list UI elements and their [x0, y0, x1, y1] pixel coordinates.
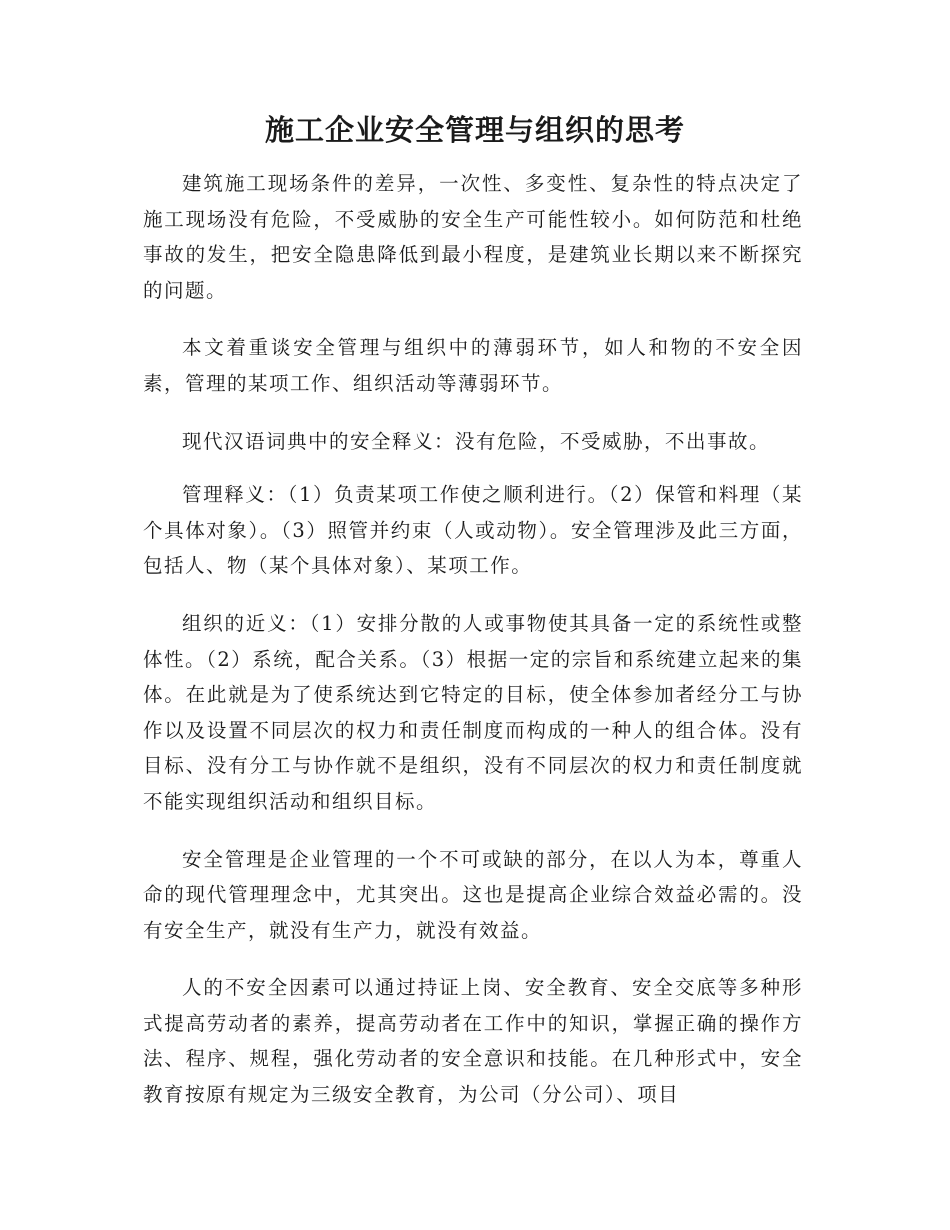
paragraph-7: 人的不安全因素可以通过持证上岗、安全教育、安全交底等多种形式提高劳动者的素养，提高劳动者在工作中的知识，掌握正确的操作方法、程序、规程，强化劳动者的安全意识和技能。在几种形式中，安全教育按原有规定为三级安全教育，为公司（分公司）、项目	[143, 976, 803, 1107]
paragraph-1: 建筑施工现场条件的差异，一次性、多变性、复杂性的特点决定了施工现场没有危险，不受威胁的安全生产可能性较小。如何防范和杜绝事故的发生，把安全隐患降低到最小程度，是建筑业长期以来不断探究的问题。	[143, 172, 803, 302]
document-body	[143, 166, 803, 1135]
paragraph-5: 组织的近义：（1）安排分散的人或事物使其具备一定的系统性或整体性。（2）系统，配合关系。（3）根据一定的宗旨和系统建立起来的集体。在此就是为了使系统达到它特定的目标，使全体参加者经分工与协作以及设置不同层次的权力和责任制度而构成的一种人的组合体。没有目标、没有分工与协作就不是组织，没有不同层次的权力和责任制度就不能实现组织活动和组织目标。	[143, 611, 803, 813]
paragraph-2: 本文着重谈安全管理与组织中的薄弱环节，如人和物的不安全因素，管理的某项工作、组织活动等薄弱环节。	[143, 336, 803, 395]
document-title: 施工企业安全管理与组织的思考	[264, 113, 685, 147]
paragraph-4: 管理释义：（1）负责某项工作使之顺利进行。（2）保管和料理（某个具体对象）。（3）照管并约束（人或动物）。安全管理涉及此三方面，包括人、物（某个具体对象）、某项工作。	[143, 483, 803, 578]
paragraph-3: 现代汉语词典中的安全释义：没有危险，不受威胁，不出事故。	[182, 429, 771, 453]
paragraph-6: 安全管理是企业管理的一个不可或缺的部分，在以人为本，尊重人命的现代管理理念中，尤其突出。这也是提高企业综合效益必需的。没有安全生产，就没有生产力，就没有效益。	[143, 847, 803, 942]
